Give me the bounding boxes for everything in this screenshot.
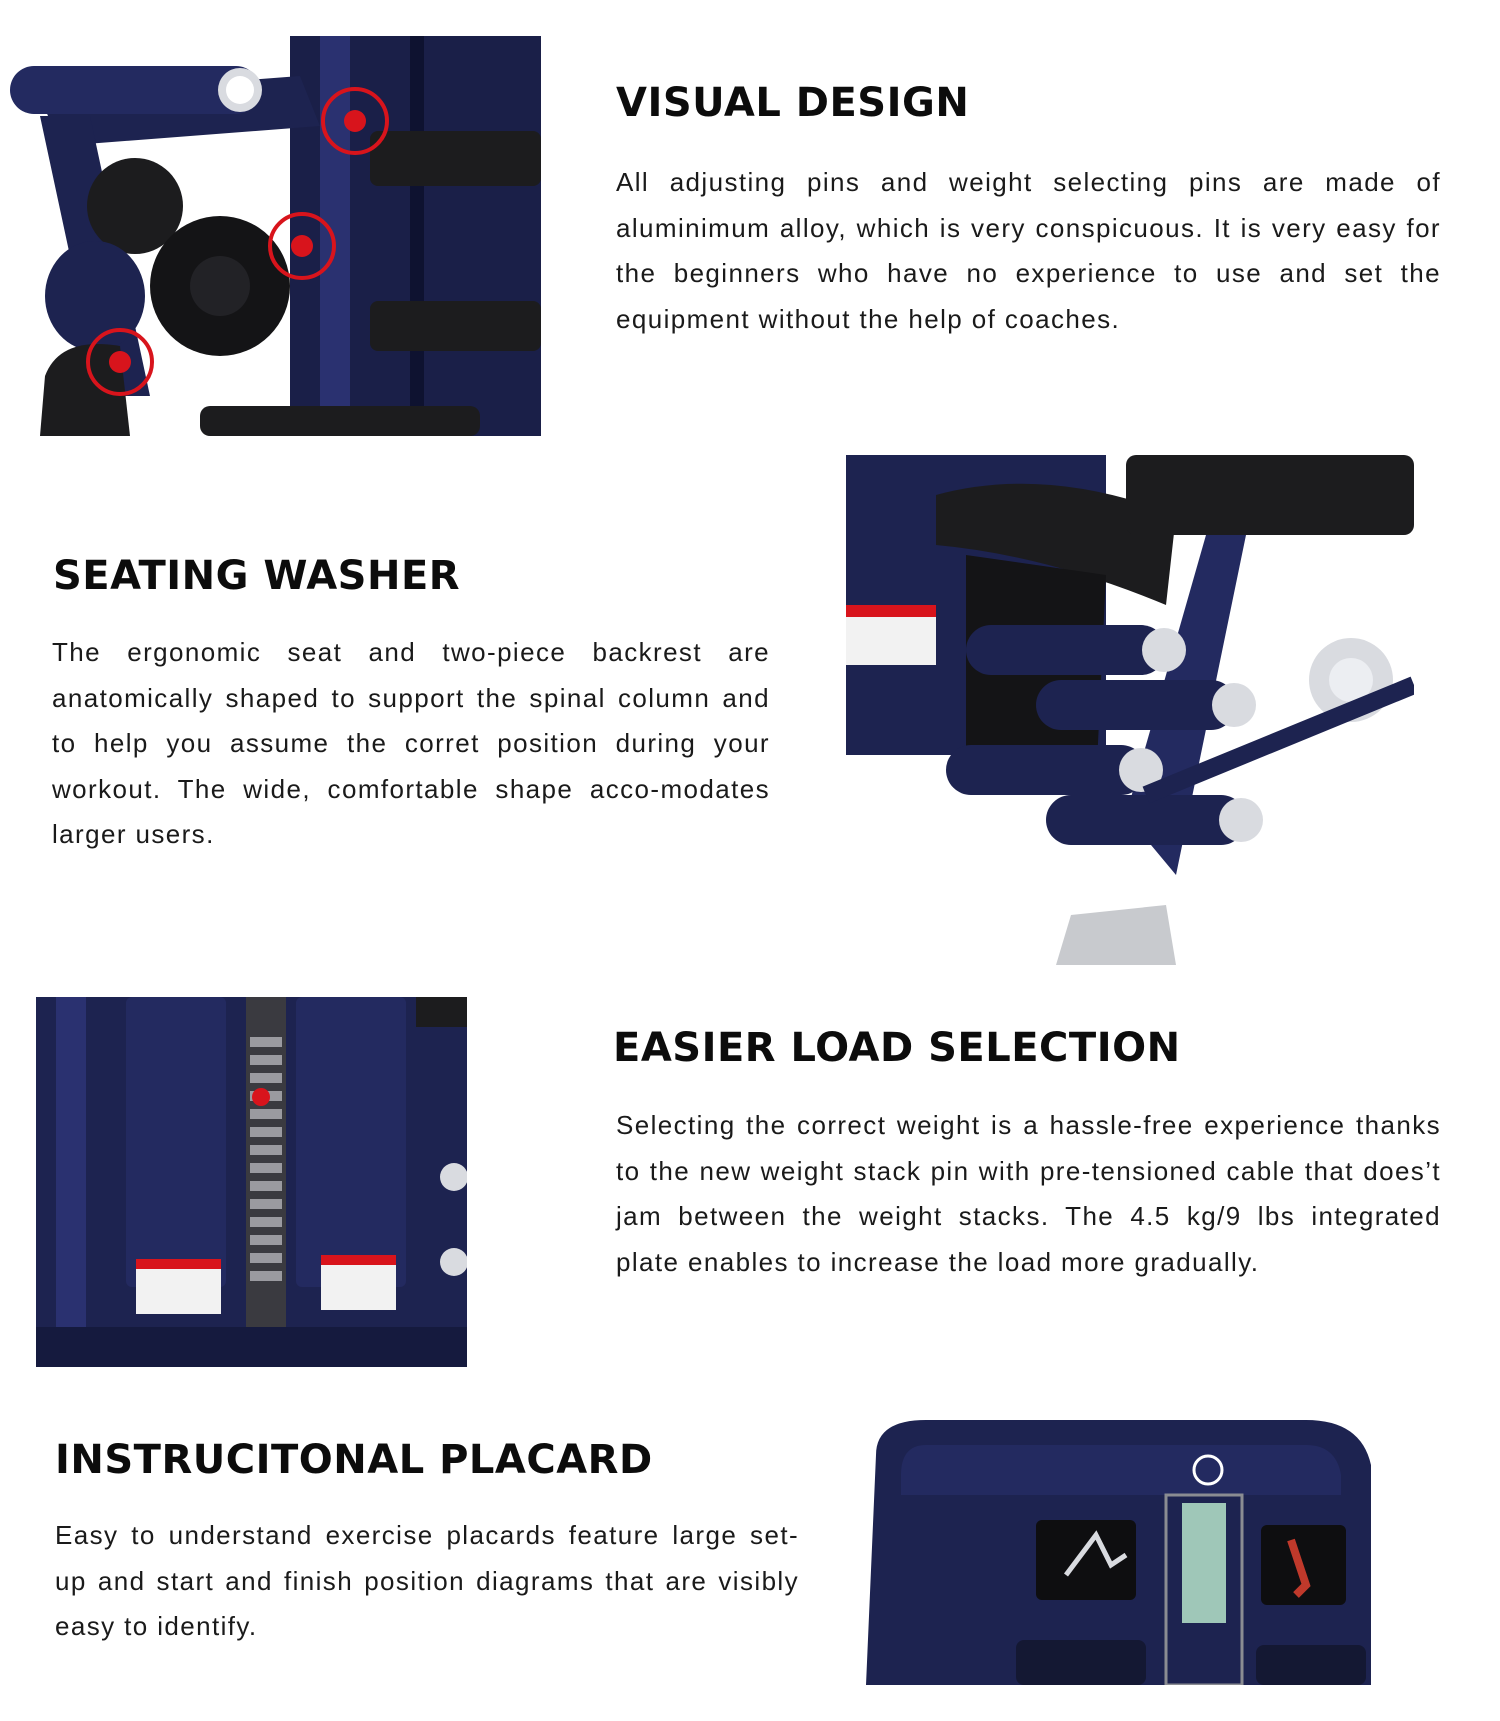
visual-design-body: All adjusting pins and weight selecting pins are made of aluminimum alloy, which is very conspicuous. It is very easy for the beginners who have no experience to use and set the equipment without the help of coaches.	[616, 167, 1441, 334]
seat-pads-illustration	[846, 455, 1414, 975]
seating-washer-body: The ergonomic seat and two-piece backrest are anatomically shaped to support the spinal column and to help you assume the corret position during your workout. The wide, comfortable shape acco-modates larger users.	[52, 637, 770, 849]
visual-design-image	[0, 36, 541, 436]
load-selection-body: Selecting the correct weight is a hassle-free experience thanks to the new weight stack pin with pre-tensioned cable that does’t jam between the weight stacks. The 4.5 kg/9 lbs integrated plate enables to increase the load more gradually.	[616, 1110, 1441, 1277]
visual-design-title: VISUAL DESIGN	[616, 80, 970, 126]
placard-title: INSTRUCITONAL PLACARD	[55, 1437, 653, 1483]
load-selection-image	[36, 997, 467, 1367]
load-selection-title: EASIER LOAD SELECTION	[613, 1025, 1181, 1071]
machine-pins-illustration	[0, 36, 541, 436]
placard-shroud-illustration	[866, 1415, 1372, 1685]
seating-washer-image	[846, 455, 1414, 975]
placard-image	[866, 1415, 1372, 1685]
seating-washer-title: SEATING WASHER	[53, 553, 461, 599]
placard-body: Easy to understand exercise placards feature large set-up and start and finish position diagrams that are visibly easy to identify.	[55, 1520, 799, 1641]
weight-stack-illustration	[36, 997, 467, 1367]
